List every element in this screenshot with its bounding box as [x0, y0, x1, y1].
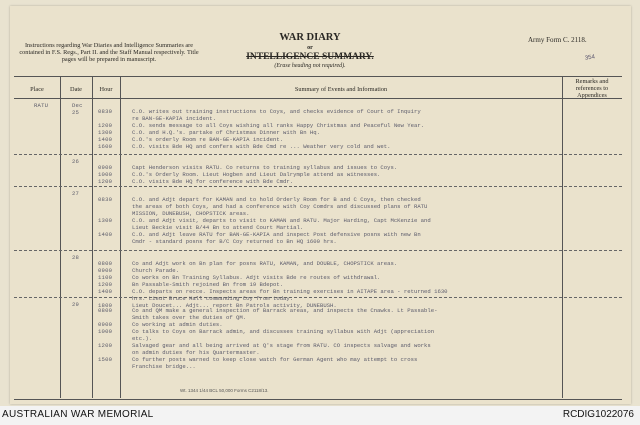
entry-hour: 1200 — [98, 178, 113, 185]
entry-text: Co working at admin duties. — [132, 321, 223, 328]
header-divider — [14, 98, 622, 99]
entry-text: Bn Passable-Smith rejoined Bn from 19 Bdepot. — [132, 281, 284, 288]
entry-text: Co and QM make a general inspection of Barrack areas, and inspects the Cnawks. Lt Passable- — [132, 307, 438, 314]
entry-hour: 1500 — [98, 356, 113, 363]
army-form-number: Army Form C. 2118. — [528, 36, 587, 44]
entry-text: Franchise bridge... — [132, 363, 196, 370]
entry-hour: 1000 — [98, 328, 113, 335]
entry-hour: 0830 — [98, 196, 113, 203]
column-divider-date — [92, 76, 93, 398]
entry-text: re BAN-GE-KAPIA incident. — [132, 115, 216, 122]
column-header-hour: Hour — [99, 86, 113, 93]
entry-text: C.O. visits Bde HQ for conference with Bde Cmdr. — [132, 178, 294, 185]
heading-note: (Erase heading not required). — [274, 63, 346, 69]
entry-text: C.O. and Adjt depart for KAMAN and to hold Orderly Room for B and C Coys, then checked — [132, 196, 421, 203]
entry-hour: 1100 — [98, 274, 113, 281]
entry-hour: 1400 — [98, 231, 113, 238]
entry-text: Lieut Beckie visit B/44 Bn to attend Court Martial. — [132, 224, 304, 231]
entry-date: 29 — [72, 301, 80, 308]
entry-hour: 1300 — [98, 129, 113, 136]
entry-text: C.O. visits Bde HQ and confers with Bde Cmd re ... Weather very cold and wet. — [132, 143, 391, 150]
entry-hour: 1000 — [98, 171, 113, 178]
entry-text: Smith takes over the duties of QM. — [132, 314, 247, 321]
entry-date: 26 — [72, 158, 80, 165]
entry-hour: 0830 — [98, 108, 113, 115]
column-header-summary: Summary of Events and Information — [294, 86, 388, 93]
diary-title: WAR DIARY — [279, 32, 341, 43]
entry-text: etc.). — [132, 335, 153, 342]
entry-text: on admin duties for his Quartermaster. — [132, 349, 260, 356]
entry-text: Cmdr - standard posns for B/C Coy returned to Bn HQ 1600 hrs. — [132, 238, 337, 245]
entry-hour: 0900 — [98, 164, 113, 171]
column-divider-place — [60, 76, 61, 398]
entry-text: C.O. departs on recce. Inspects areas for Bn training exercises in AITAPE area - returned 1630 — [132, 288, 448, 295]
entry-text: Lieut Doucet... Adjt... report Bn Patrols activity, DUNEBUSH. — [132, 302, 337, 309]
entry-hour: 1200 — [98, 281, 113, 288]
column-divider-hour — [120, 76, 121, 398]
print-line: Wt. 1344 1/44 BCL 50,000 Forms C2118/13. — [180, 388, 269, 393]
diary-subtitle: INTELLIGENCE SUMMARY. — [246, 52, 374, 62]
entry-text: C.O.'s Orderly Room. Lieut Hogben and Lieut Dalrymple attend as witnesses. — [132, 171, 381, 178]
entry-hour: 0800 — [98, 260, 113, 267]
entry-place: RATU — [34, 102, 49, 109]
column-divider-summary — [562, 76, 563, 398]
entry-text: C.O. sends message to all Coys wishing all ranks Happy Christmas and Peaceful New Year. — [132, 122, 425, 129]
entry-hour: 1300 — [98, 217, 113, 224]
footer-institution: AUSTRALIAN WAR MEMORIAL — [2, 409, 154, 420]
entry-hour: 1600 — [98, 143, 113, 150]
page-stamp: 354 — [584, 54, 596, 62]
entry-text: hrs. Lieut Bruce Hall commanding Coy from today. — [132, 295, 294, 302]
entry-hour: 1200 — [98, 342, 113, 349]
entry-text: Salvaged gear and all being arrived at Q's stage from RATU. CO inspects salvage and works — [132, 342, 431, 349]
entry-hour: 1400 — [98, 288, 113, 295]
entry-separator — [14, 154, 622, 155]
instructions-text: Instructions regarding War Diaries and Intelligence Summaries are contained in F.S. Regs., Part II. and the Staff Manual respectively. Title pages will be prepared in manuscript. — [19, 42, 199, 64]
entry-text: Co and Adjt work on Bn plan for posns RATU, KAMAN, and DOUBLE, CHOPSTICK areas. — [132, 260, 398, 267]
entry-text: C.O.'s orderly Room re BAN-GE-KAPIA incident. — [132, 136, 284, 143]
entry-separator — [14, 297, 622, 298]
entry-text: C.O. and Adjt leave RATU for BAN-GE-KAPIA and inspect Post defensive posns with new Bn — [132, 231, 421, 238]
entry-date: Dec 25 — [72, 102, 83, 116]
entry-separator — [14, 186, 622, 187]
footer-record-id: RCDIG1022076 — [562, 409, 634, 420]
entry-text: C.O. and H.Q.'s. partake of Christmas Dinner with Bn Hq. — [132, 129, 320, 136]
entry-text: Church Parade. — [132, 267, 179, 274]
column-header-place: Place — [30, 86, 44, 93]
entry-text: C.O. writes out training instructions to Coys, and checks evidence of Court of Inquiry — [132, 108, 421, 115]
column-header-date: Date — [70, 86, 82, 93]
entry-hour: 1800 — [98, 302, 113, 309]
entry-text: Co further posts warned to keep close watch for German Agent who may attempt to cross — [132, 356, 418, 363]
entry-date: 28 — [72, 254, 80, 261]
entry-hour: 0800 — [98, 307, 113, 314]
entry-date: 27 — [72, 190, 80, 197]
column-header-remarks: Remarks and references to Appendices — [575, 78, 609, 99]
entry-hour: 1200 — [98, 122, 113, 129]
entry-hour: 1400 — [98, 136, 113, 143]
entry-hour: 0900 — [98, 267, 113, 274]
diary-or: or — [307, 45, 313, 51]
entry-text: Capt Henderson visits RATU. Co returns to training syllabus and issues to Coys. — [132, 164, 398, 171]
entry-text: MISSION, DUNEBUSH, CHOPSTICK areas. — [132, 210, 250, 217]
entry-text: C.O. and Adjt visit, departs to visit to KAMAN and RATU. Major Harding, Capt McKenzie and — [132, 217, 431, 224]
entry-text: Co talks to Coys on Barrack admin, and discusses training syllabus with Adjt (appreciation — [132, 328, 435, 335]
entry-text: the areas of both Coys, and had a conference with Coy Comdrs and discussed plans of RATU — [132, 203, 428, 210]
entry-hour: 0900 — [98, 321, 113, 328]
entry-text: Co works on Bn Training Syllabus. Adjt visits Bde re routes of withdrawal. — [132, 274, 381, 281]
entry-separator — [14, 250, 622, 251]
